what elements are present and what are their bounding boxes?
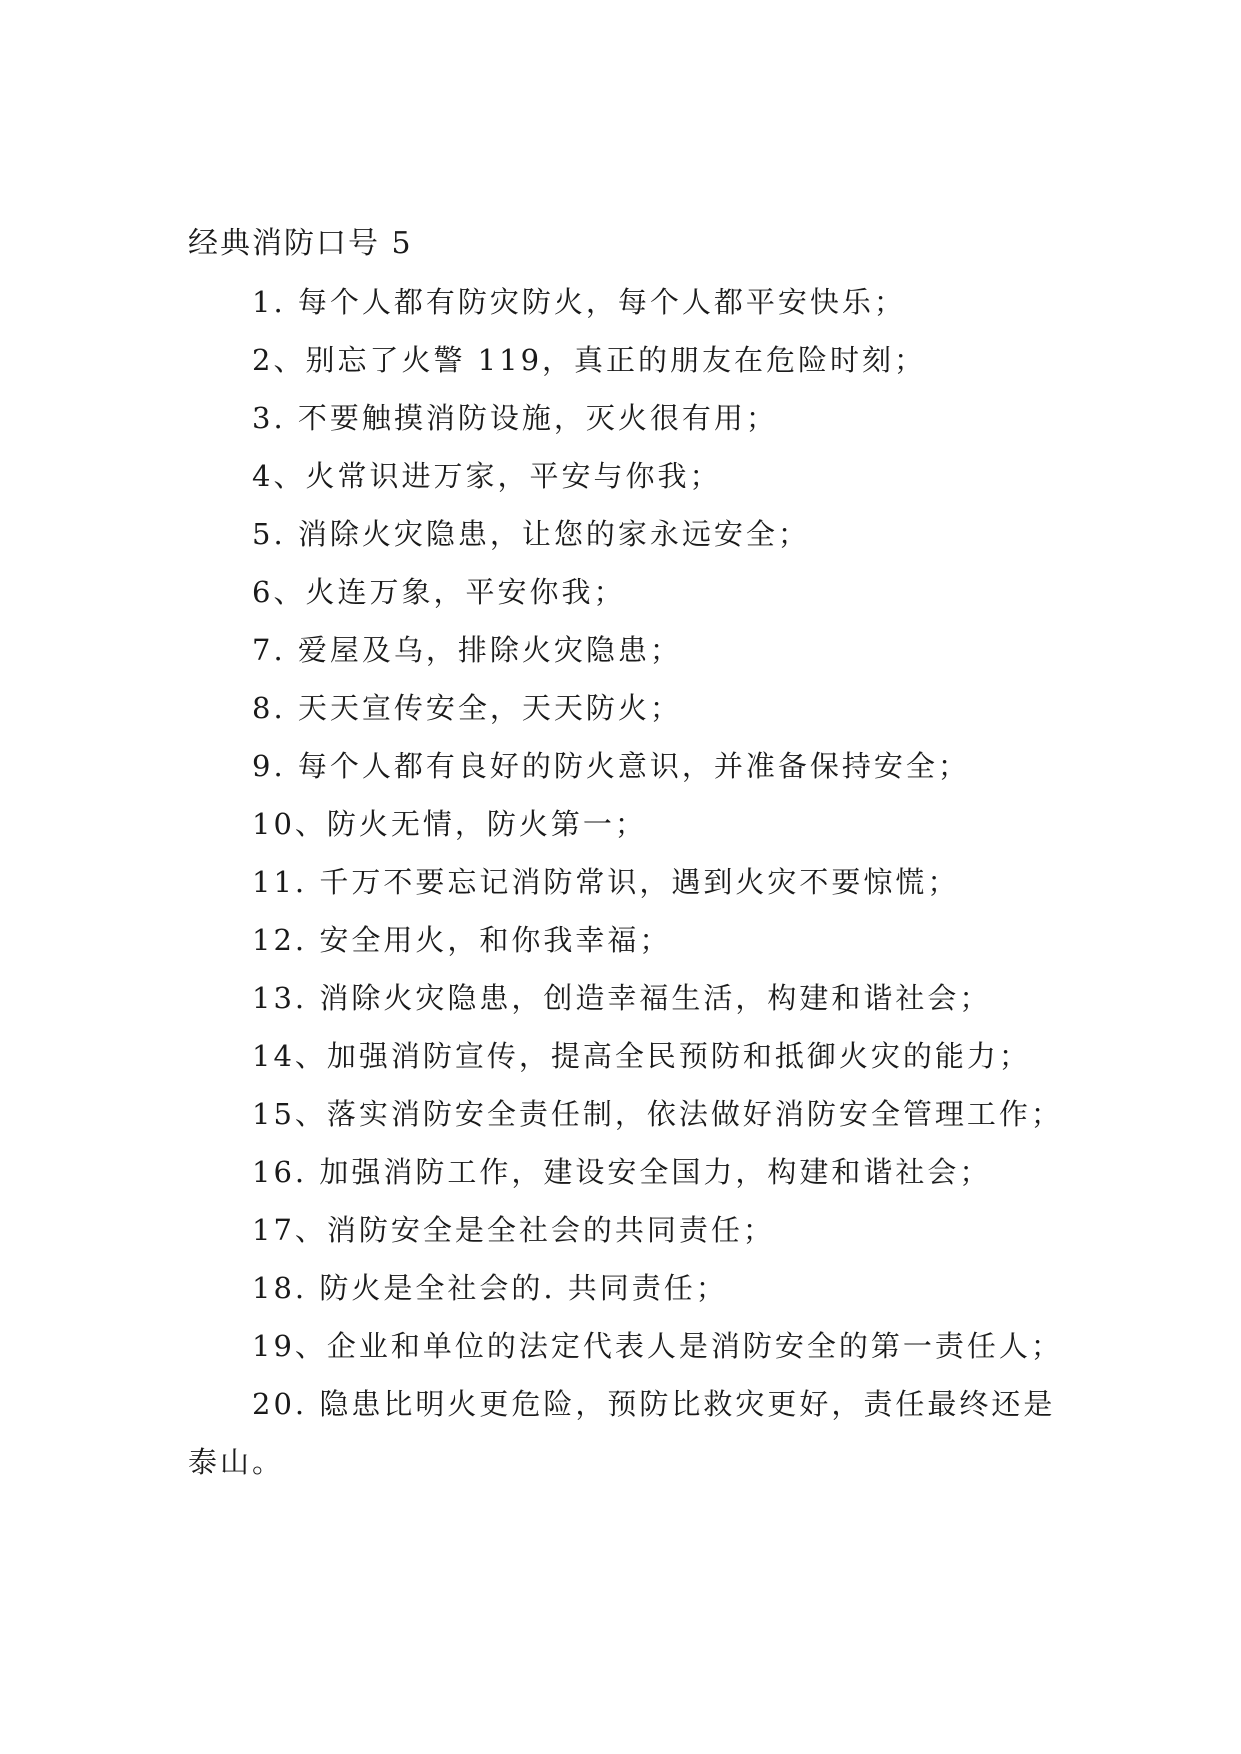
- list-item: 2、别忘了火警 119，真正的朋友在危险时刻；: [252, 343, 927, 377]
- list-item: 11. 千万不要忘记消防常识，遇到火灾不要惊慌；: [252, 865, 960, 899]
- list-item: 17、消防安全是全社会的共同责任；: [252, 1213, 775, 1247]
- list-item: 19、企业和单位的法定代表人是消防安全的第一责任人；: [252, 1329, 1063, 1363]
- list-item: 15、落实消防安全责任制，依法做好消防安全管理工作；: [252, 1097, 1063, 1131]
- slogan-list: [188, 282, 1068, 1491]
- document-title: 经典消防口号 5: [188, 226, 413, 261]
- list-item: 4、火常识进万家，平安与你我；: [252, 459, 722, 493]
- list-item: 7. 爱屋及乌，排除火灾隐患；: [252, 633, 682, 667]
- list-item: 18. 防火是全社会的. 共同责任；: [252, 1271, 728, 1305]
- list-item: 9. 每个人都有良好的防火意识，并准备保持安全；: [252, 749, 970, 783]
- list-item: 10、防火无情，防火第一；: [252, 807, 647, 841]
- list-item: 14、加强消防宣传，提高全民预防和抵御火灾的能力；: [252, 1039, 1031, 1073]
- list-item: 6、火连万象，平安你我；: [252, 575, 626, 609]
- list-item: 20. 隐患比明火更危险，预防比救灾更好，责任最终还是泰山。: [188, 1387, 1056, 1479]
- list-item: 12. 安全用火，和你我幸福；: [252, 923, 672, 957]
- list-item: 1. 每个人都有防灾防火，每个人都平安快乐；: [252, 285, 906, 319]
- list-item: 16. 加强消防工作，建设安全国力，构建和谐社会；: [252, 1155, 992, 1189]
- list-item: 5. 消除火灾隐患，让您的家永远安全；: [252, 517, 810, 551]
- list-item: 8. 天天宣传安全，天天防火；: [252, 691, 682, 725]
- list-item: 3. 不要触摸消防设施，灭火很有用；: [252, 401, 778, 435]
- list-item: 13. 消除火灾隐患，创造幸福生活，构建和谐社会；: [252, 981, 992, 1015]
